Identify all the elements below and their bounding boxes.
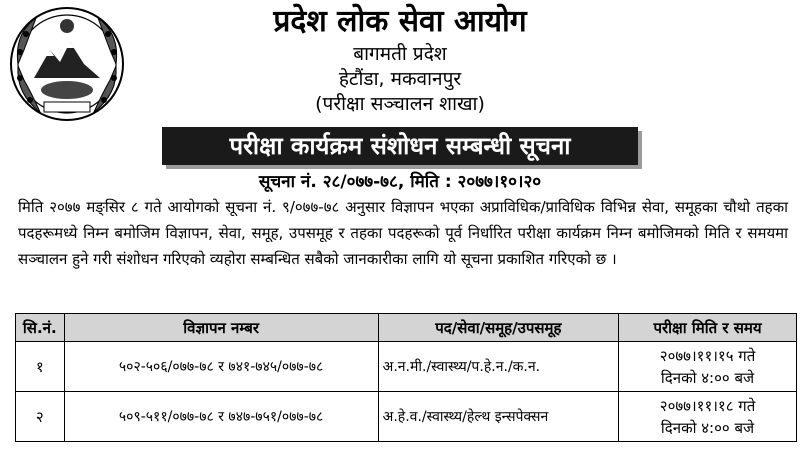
row-exam-time: दिनको ४:०० बजे	[660, 418, 755, 437]
branch-name: (परीक्षा सञ्चालन शाखा)	[315, 93, 485, 115]
row-exam-date: २०७७।११।१५ गते	[659, 346, 756, 365]
notice-body: मिति २०७७ मङ्सिर ८ गते आयोगको सूचना नं. ९/०७७-७८ अनुसार विज्ञापन भएका अप्राविधिक/प्राविधिक विभिन्न सेवा, समूहका चौथो तहका पदहरूमध्ये निम्न बमोजिम विज्ञापन, सेवा, समूह, उपसमूह र तहका पदहरूको पूर्व निर्धारित परीक्षा कार्यक्रम निम्न बमोजिमको मिति र समयमा सञ्चालन हुने गरी संशोधन गरिएको व्यहोरा सम्बन्धित सबैको जानकारीका लागि यो सूचना प्रकाशित गरिएको छ ।	[18, 198, 788, 268]
office-location: हेटौंडा, मकवानपुर	[338, 68, 462, 90]
letterhead	[140, 0, 660, 117]
row-sn: २	[16, 392, 65, 442]
row-exam-date: २०७७।११।१८ गते	[659, 396, 756, 415]
row-exam-datetime	[619, 342, 797, 392]
table-header-row	[16, 314, 797, 342]
row-exam-datetime	[619, 392, 797, 442]
government-emblem-logo	[4, 4, 130, 128]
col-header-exam-date: परीक्षा मिति र समय	[619, 314, 797, 342]
province-name: बागमती प्रदेश	[353, 43, 447, 65]
exam-schedule-table	[15, 313, 797, 442]
organization-name: प्रदेश लोक सेवा आयोग	[273, 4, 527, 39]
notice-number-date: सूचना नं. २८/०७७-७८, मिति : २०७७।१०।२०	[258, 172, 542, 192]
col-header-advertisement: विज्ञापन नम्बर	[64, 314, 378, 342]
col-header-sn: सि.नं.	[16, 314, 65, 342]
row-advertisement-number: ५०२-५०६/०७७-७८ र ७४१-७४५/०७७-७८	[64, 342, 378, 392]
row-exam-time: दिनको ४:०० बजे	[660, 368, 755, 387]
row-sn: १	[16, 342, 65, 392]
row-advertisement-number: ५०९-५११/०७७-७८ र ७४७-७५१/०७७-७८	[64, 392, 378, 442]
table-row	[16, 392, 797, 442]
table-row	[16, 342, 797, 392]
row-post-group: अ.हे.व./स्वास्थ्य/हेल्थ इन्सपेक्सन	[378, 392, 618, 442]
notice-title: परीक्षा कार्यक्रम संशोधन सम्बन्धी सूचना	[162, 127, 638, 165]
col-header-post-group: पद/सेवा/समूह/उपसमूह	[378, 314, 618, 342]
row-post-group: अ.न.मी./स्वास्थ्य/प.हे.न./क.न.	[378, 342, 618, 392]
